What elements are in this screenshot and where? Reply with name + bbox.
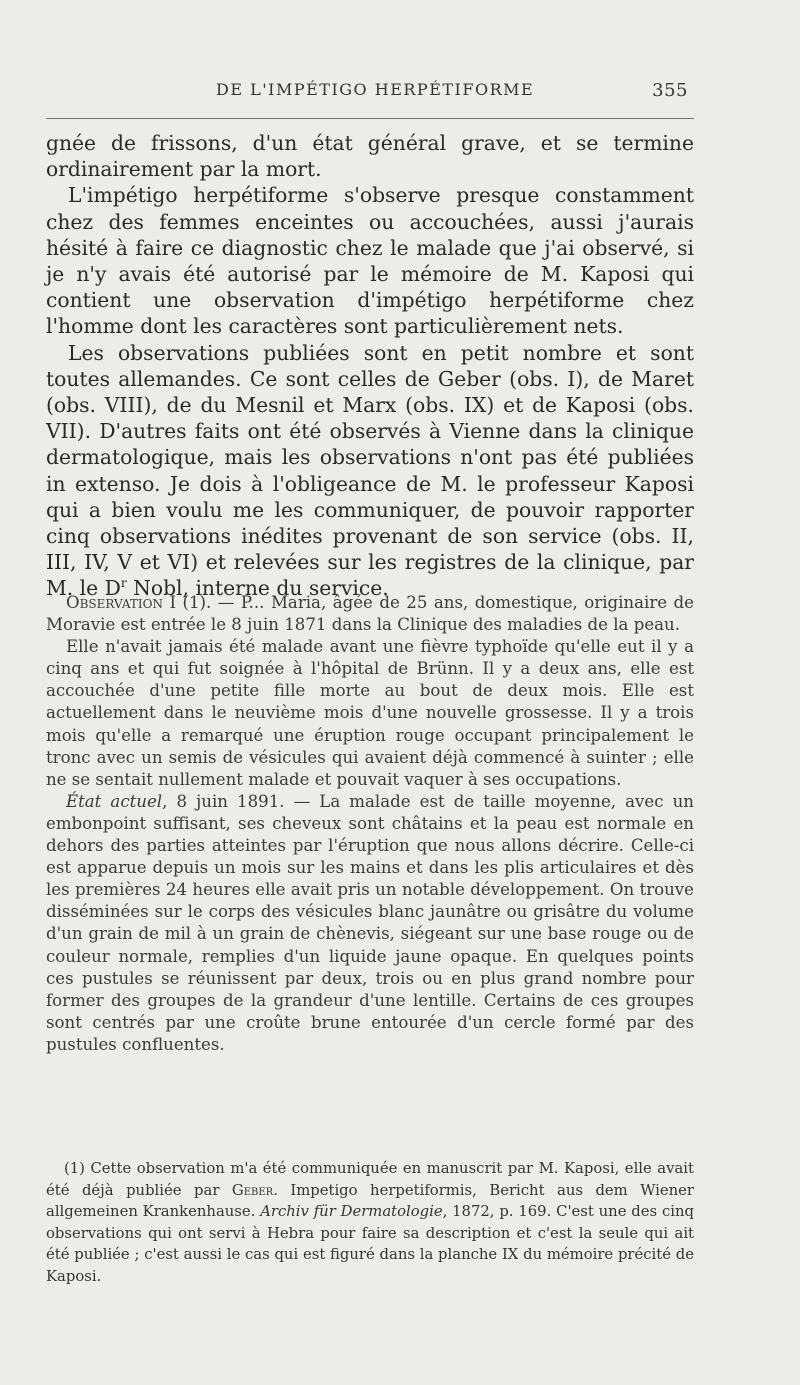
current-state-text: , 8 juin 1891. — La malade est de taille moyenne, avec un embonpoint suffisant, ses cheveux sont châtains et la peau est normale en dehors des parties atteintes par l'éruption que nous allons décrire. Celle-ci est apparue depuis un mois sur les mains et dans les plis articulaires et dès les premières 24 heures elle avait pris un notable développement. On trouve disséminées sur le corps des vésicules blanc jaunâtre ou grisâtre du volume d'un grain de mil à un grain de chènevis, siégeant sur une base rouge ou de couleur normale, remplies d'un liquide jaune opaque. En quelques points ces pustules se réunissent par deux, trois ou en plus grand nombre pour former des groupes de la grandeur d'une lentille. Certains de ces groupes sont centrés par une croûte brune entourée d'un cercle formé par des pustules confluentes. xyxy=(46,791,694,1054)
footnote-journal: Archiv für Dermatologie xyxy=(260,1203,443,1221)
running-title: DE L'IMPÉTIGO HERPÉTIFORME xyxy=(216,80,535,99)
doctor-superscript: r xyxy=(120,576,127,591)
observation-section xyxy=(46,592,694,1056)
observation-label: Observation xyxy=(66,593,163,612)
observation-heading-paragraph xyxy=(46,592,694,636)
footnote-text-c: , 1872, p. 169. C'est une des cinq observations qui ont servi à Hebra pour faire sa description et c'est la seule qui ait été publiée ; c'est aussi le cas qui est figuré dans la planche IX du mémoire précité de Kaposi. xyxy=(46,1203,694,1285)
footnote-text-a: (1) Cette observation m'a été communiquée en manuscrit par M. Kaposi, elle avait été déjà publiée par xyxy=(46,1160,694,1199)
footnote-text-b: . Impetigo herpetiformis, Bericht aus dem Wiener allgemeinen Krankenhause. xyxy=(46,1181,695,1221)
current-state-label: État actuel xyxy=(66,791,163,811)
footnote-paragraph xyxy=(46,1158,694,1288)
observation-history: Elle n'avait jamais été malade avant une fièvre typhoïde qu'elle eut il y a cinq ans et qui fut soignée à l'hôpital de Brünn. Il y a deux ans, elle est accouchée d'une petite fille morte au bout de deux mois. Elle est actuellement dans le neuvième mois d'une nouvelle grossesse. Il y a trois mois qu'elle a remarqué une éruption rouge occupant principalement le tronc avec un semis de vésicules qui avaient déjà commencé à suinter ; elle ne se sentait nullement malade et pouvait vaquer à ses occupations. xyxy=(46,637,694,789)
page-number: 355 xyxy=(652,80,688,101)
observation-current-state xyxy=(46,791,694,1056)
running-head xyxy=(46,72,694,102)
footnote xyxy=(46,1158,694,1288)
main-text xyxy=(46,130,694,602)
paragraph-continuation: gnée de frissons, d'un état général grave, et se termine ordinairement par la mort. xyxy=(46,131,694,182)
paragraph-impetigo: L'impétigo herpétiforme s'observe presque constamment chez des femmes enceintes ou accouchées, aussi j'aurais hésité à faire ce diagnostic chez le malade que j'ai observé, si je n'y avais été autorisé par le mémoire de M. Kaposi qui contient une observation d'impétigo herpétiforme chez l'homme dont les caractères sont particulièrement nets. xyxy=(46,183,694,339)
footnote-author: Geber xyxy=(231,1181,274,1199)
paragraph-observations-end: Nobl, interne du service. xyxy=(126,576,389,601)
paragraph-observations-text: Les observations publiées sont en petit nombre et sont toutes allemandes. Ce sont celles de Geber (obs. I), de Maret (obs. VIII), de du Mesnil et Marx (obs. IX) et de Kaposi (obs. VII). D'autres faits ont été observés à Vienne dans la clinique dermatologique, mais les observations n'ont pas été publiées in extenso. Je dois à l'obligeance de M. le professeur Kaposi qui a bien voulu me les communiquer, de pouvoir rapporter cinq observations inédites provenant de son service (obs. II, III, IV, V et VI) et relevées sur les registres de la clinique, par M. le D xyxy=(46,340,694,601)
header-rule xyxy=(46,118,694,119)
paragraph-observations xyxy=(46,340,694,602)
observation-lead: I (1). — P... Maria, âgée de 25 ans, domestique, originaire de Moravie est entrée le 8 juin 1871 dans la Clinique des maladies de la peau. xyxy=(46,593,694,635)
